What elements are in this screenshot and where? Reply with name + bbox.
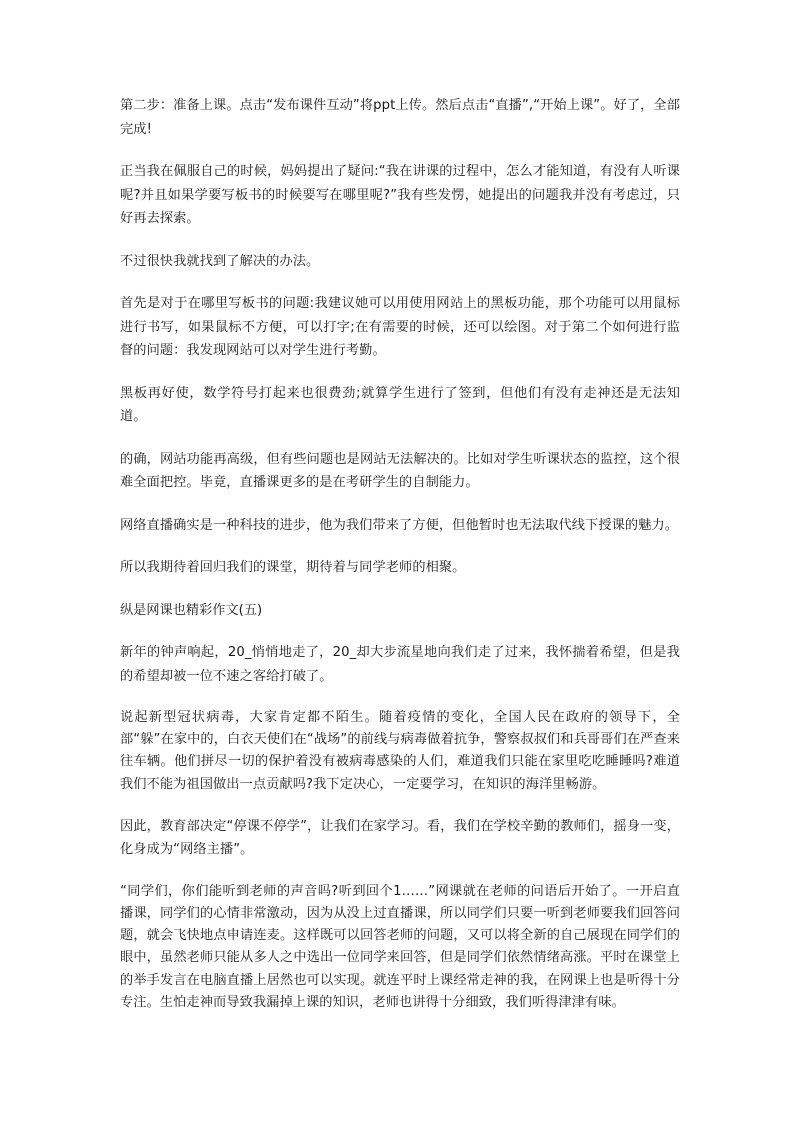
document-page: [120, 94, 680, 1033]
paragraph-online-anchor: 因此，教育部决定“停课不停学”，让我们在家学习。看，我们在学校辛勤的教师们，摇身一变，化身成为“网络主播”。: [120, 818, 680, 858]
essay-title: 纵是网课也精彩作文(五): [120, 602, 263, 618]
paragraph-website-limits: 的确，网站功能再高级，但有些问题也是网站无法解决的。比如对学生听课状态的监控，这个很难全面把控。毕竟，直播课更多的是在考研学生的自制能力。: [120, 451, 680, 490]
paragraph-coronavirus: 说起新型冠状病毒，大家肯定都不陌生。随着疫情的变化，全国人民在政府的领导下，全部“躲”在家中的，白衣天使们在“战场”的前线与病毒做着抗争，警察叔叔们和兵哥哥们在严查来往车辆。他们拼尽一切的保护着没有被病毒感染的人们，难道我们只能在家里吃吃睡睡吗?难道我们不能为祖国做出一点贡献吗?我下定决心，一定要学习，在知识的海洋里畅游。: [120, 710, 680, 792]
paragraph-blackboard-solution: 首先是对于在哪里写板书的问题:我建议她可以用使用网站上的黑板功能，那个功能可以用鼠标进行书写，如果鼠标不方便，可以打字;在有需要的时候，还可以绘图。对于第二个如何进行监督的问题：我发现网站可以对学生进行考勤。: [120, 296, 680, 358]
paragraph-found-solution: 不过很快我就找到了解决的办法。: [120, 253, 320, 269]
paragraph-live-progress: 网络直播确实是一种科技的进步，他为我们带来了方便，但他暂时也无法取代线下授课的魅力。: [120, 517, 679, 533]
paragraph-new-year: 新年的钟声响起，20_悄悄地走了，20_却大步流星地向我们走了过来，我怀揣着希望，但是我的希望却被一位不速之客给打破了。: [120, 645, 680, 684]
paragraph-blackboard-limits: 黑板再好使，数学符号打起来也很费劲;就算学生进行了签到，但他们有没有走神还是无法知道。: [120, 385, 680, 424]
paragraph-online-class: “同学们，你们能听到老师的声音吗?听到回个1……”网课就在老师的问语后开始了。一开启直播课，同学们的心情非常激动，因为从没上过直播课，所以同学们只要一听到老师要我们回答问题，就会飞快地点申请连麦。这样既可以回答老师的问题，又可以将全新的自己展现在同学们的眼中，虽然老师只能从多人之中选出一位同学来回答，但是同学们依然情绪高涨。平时在课堂上的举手发言在电脑直播上居然也可以实现。就连平时上课经常走神的我，在网课上也是听得十分专注。生怕走神而导致我漏掉上课的知识，老师也讲得十分细致，我们听得津津有味。: [120, 883, 680, 1010]
paragraph-mother-question: 正当我在佩服自己的时候，妈妈提出了疑问:“我在讲课的过程中，怎么才能知道，有没有人听课呢?并且如果学要写板书的时候要写在哪里呢?”我有些发愣，她提出的问题我并没有考虑过，只好再去探索。: [120, 164, 680, 226]
paragraph-return-classroom: 所以我期待着回归我们的课堂，期待着与同学老师的相聚。: [120, 560, 466, 575]
paragraph-step-two: 第二步：准备上课。点击“发布课件互动”将ppt上传。然后点击“直播”,“开始上课”。好了，全部完成!: [120, 98, 680, 137]
